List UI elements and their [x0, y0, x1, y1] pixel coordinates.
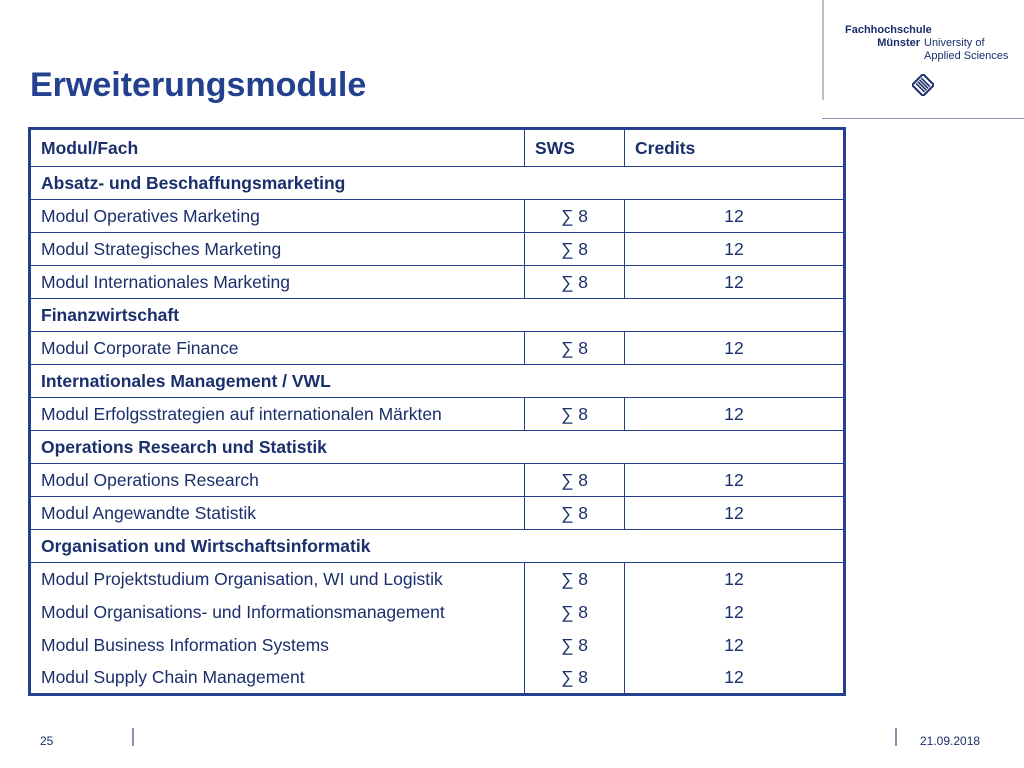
- logo-line-applied-sciences: Applied Sciences: [924, 50, 1009, 62]
- header-sws: SWS: [525, 129, 625, 167]
- category-label: Absatz- und Beschaffungsmarketing: [30, 167, 845, 200]
- logo-line-muenster: Münster: [877, 37, 920, 49]
- module-name-cell: Modul Supply Chain Management: [30, 662, 525, 695]
- module-name-cell: Modul Operations Research: [30, 464, 525, 497]
- slide-title: Erweiterungsmodule: [30, 66, 367, 104]
- sws-cell: ∑ 8: [525, 662, 625, 695]
- page-number: 25: [40, 734, 54, 748]
- table-row: [30, 266, 845, 299]
- module-name-cell: Modul Angewandte Statistik: [30, 497, 525, 530]
- module-name-cell: Modul Operatives Marketing: [30, 200, 525, 233]
- table-row: [30, 464, 845, 497]
- credits-cell: 12: [625, 266, 845, 299]
- fh-logo-icon: [912, 74, 934, 96]
- table-category-row: [30, 299, 845, 332]
- table-row: [30, 629, 845, 662]
- credits-cell: 12: [625, 233, 845, 266]
- sws-cell: ∑ 8: [525, 464, 625, 497]
- header-modul-fach: Modul/Fach: [30, 129, 525, 167]
- module-name-cell: Modul Corporate Finance: [30, 332, 525, 365]
- sws-cell: ∑ 8: [525, 596, 625, 629]
- category-label: Operations Research und Statistik: [30, 431, 845, 464]
- module-name-cell: Modul Strategisches Marketing: [30, 233, 525, 266]
- sws-cell: ∑ 8: [525, 200, 625, 233]
- module-name-cell: Modul Projektstudium Organisation, WI und Logistik: [30, 563, 525, 596]
- credits-cell: 12: [625, 200, 845, 233]
- category-label: Finanzwirtschaft: [30, 299, 845, 332]
- module-name-cell: Modul Organisations- und Informationsmanagement: [30, 596, 525, 629]
- table-row: [30, 233, 845, 266]
- module-name-cell: Modul Internationales Marketing: [30, 266, 525, 299]
- header-divider-horizontal: [822, 118, 1024, 119]
- footer-divider-right: [895, 728, 897, 746]
- table-category-row: [30, 365, 845, 398]
- table-header-row: [30, 129, 845, 167]
- category-label: Organisation und Wirtschaftsinformatik: [30, 530, 845, 563]
- table-row: [30, 563, 845, 596]
- credits-cell: 12: [625, 596, 845, 629]
- credits-cell: 12: [625, 662, 845, 695]
- institution-logo: [842, 24, 1008, 63]
- table-category-row: [30, 431, 845, 464]
- table-row: [30, 332, 845, 365]
- table-row: [30, 200, 845, 233]
- module-name-cell: Modul Business Information Systems: [30, 629, 525, 662]
- header-divider-vertical: [822, 0, 824, 100]
- footer-divider-left: [132, 728, 134, 746]
- sws-cell: ∑ 8: [525, 497, 625, 530]
- slide-date: 21.09.2018: [920, 734, 981, 748]
- sws-cell: ∑ 8: [525, 629, 625, 662]
- credits-cell: 12: [625, 398, 845, 431]
- credits-cell: 12: [625, 563, 845, 596]
- logo-line-fachhochschule: Fachhochschule: [845, 24, 932, 36]
- sws-cell: ∑ 8: [525, 332, 625, 365]
- table-row: [30, 662, 845, 695]
- module-name-cell: Modul Erfolgsstrategien auf internationalen Märkten: [30, 398, 525, 431]
- header-credits: Credits: [625, 129, 845, 167]
- category-label: Internationales Management / VWL: [30, 365, 845, 398]
- sws-cell: ∑ 8: [525, 563, 625, 596]
- credits-cell: 12: [625, 332, 845, 365]
- credits-cell: 12: [625, 497, 845, 530]
- table-row: [30, 398, 845, 431]
- table-row: [30, 596, 845, 629]
- table-category-row: [30, 167, 845, 200]
- table-row: [30, 497, 845, 530]
- table-category-row: [30, 530, 845, 563]
- sws-cell: ∑ 8: [525, 233, 625, 266]
- sws-cell: ∑ 8: [525, 266, 625, 299]
- credits-cell: 12: [625, 629, 845, 662]
- sws-cell: ∑ 8: [525, 398, 625, 431]
- modules-table: [28, 127, 846, 696]
- credits-cell: 12: [625, 464, 845, 497]
- logo-line-university: University of: [924, 37, 985, 49]
